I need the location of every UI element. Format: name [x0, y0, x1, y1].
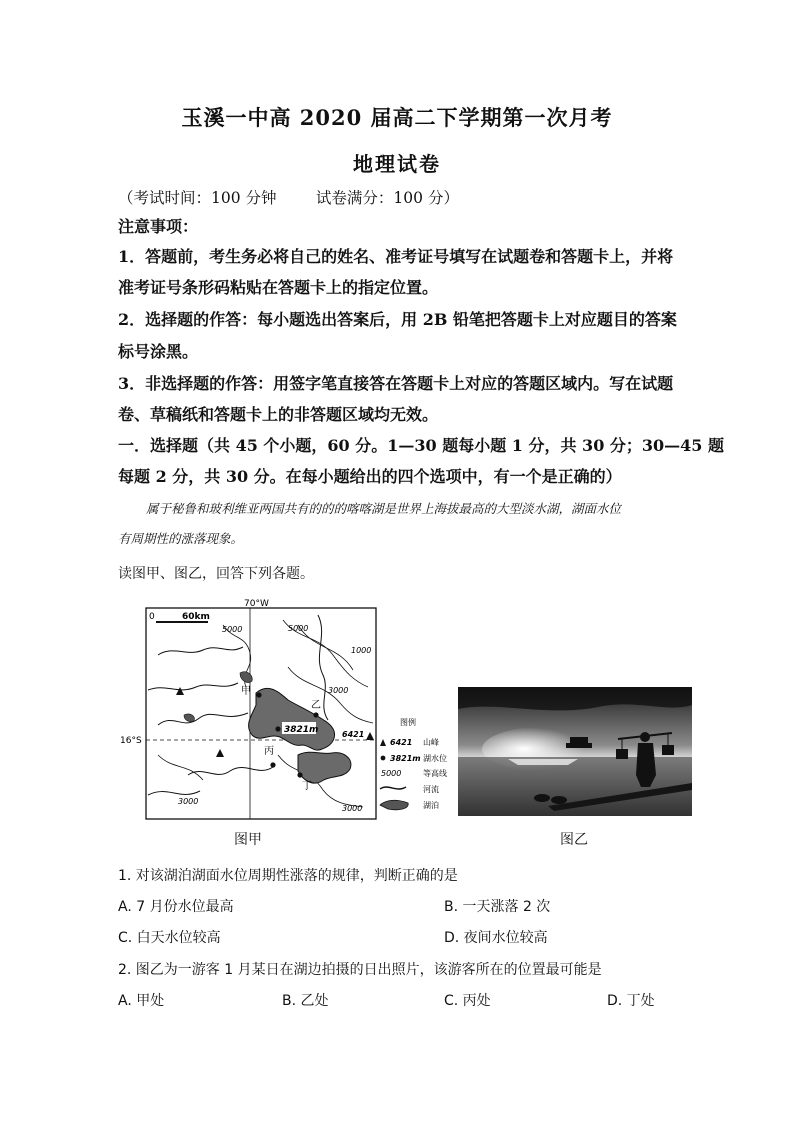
- latitude-label: 16°S: [120, 736, 142, 746]
- contour-label: 3000: [328, 686, 349, 695]
- place-bing-point: [270, 762, 275, 767]
- question-2-stem: 2. 图乙为一游客 1 月某日在湖边拍摄的日出照片，该游客所在的位置最可能是: [118, 962, 602, 978]
- legend-lake-icon: [380, 800, 408, 810]
- exam-title: 玉溪一中高 2020 届高二下学期第一次月考: [181, 105, 613, 130]
- legend-lake-level-label: 湖水位: [423, 754, 447, 763]
- longitude-label: 70°W: [244, 599, 269, 609]
- note-1-line-2: 准考证号条形码粘贴在答题卡上的指定位置。: [118, 278, 439, 297]
- legend-lake-label: 湖泊: [423, 801, 439, 810]
- question-1-stem: 1. 对该湖泊湖面水位周期性涨落的规律，判断正确的是: [118, 868, 458, 884]
- figure-a-caption: 图甲: [234, 832, 262, 848]
- figure-a-map: [118, 595, 458, 827]
- figure-b-photo: [458, 687, 692, 816]
- question-2-option-a[interactable]: A. 甲处: [118, 993, 165, 1009]
- legend-lake-level-icon: [381, 756, 386, 761]
- place-bing-label: 丙: [264, 746, 274, 757]
- section-heading-line-1: 一．选择题（共 45 个小题，60 分。1—30 题每小题 1 分，共 30 分；30—45 题: [118, 436, 724, 455]
- note-3-line-2: 卷、草稿纸和答题卡上的非答题区域均无效。: [118, 405, 439, 424]
- lake-level-label: 3821m: [284, 725, 319, 735]
- place-jia-label: 甲: [241, 686, 251, 697]
- place-yi-point: [313, 712, 318, 717]
- question-2-option-d[interactable]: D. 丁处: [607, 993, 655, 1009]
- place-ding-point: [297, 772, 302, 777]
- passage-line-1: 属于秘鲁和玻利维亚两国共有的的的喀喀湖是世界上海拔最高的大型淡水湖，湖面水位: [146, 501, 622, 516]
- legend-contour-label: 等高线: [423, 769, 447, 778]
- section-heading-line-2: 每题 2 分，共 30 分。在每小题给出的四个选项中，有一个是正确的）: [118, 467, 622, 486]
- question-1-option-d[interactable]: D. 夜间水位较高: [444, 930, 548, 946]
- legend-title: 图例: [400, 718, 416, 727]
- note-2-line-2: 标号涂黑。: [118, 342, 199, 361]
- legend-river-icon: [380, 787, 406, 789]
- question-1-option-c[interactable]: C. 白天水位较高: [118, 930, 221, 946]
- question-2-option-c[interactable]: C. 丙处: [444, 993, 491, 1009]
- note-1-line-1: 1．答题前，考生务必将自己的姓名、准考证号填写在试题卷和答题卡上，并将: [118, 247, 674, 266]
- exam-subject: 地理试卷: [353, 152, 441, 176]
- note-3-line-1: 3．非选择题的作答：用签字笔直接答在答题卡上对应的答题区域内。写在试题: [118, 374, 674, 393]
- reading-instruction: 读图甲、图乙，回答下列各题。: [118, 566, 314, 582]
- peak-height-label: 6421: [342, 730, 365, 739]
- legend-contour-value: 5000: [381, 769, 402, 778]
- contour-label: 3000: [178, 797, 199, 806]
- place-jia-point: [256, 692, 261, 697]
- scale-label: 60km: [182, 612, 210, 622]
- contour-label: 1000: [351, 646, 372, 655]
- scale-zero: 0: [149, 612, 155, 622]
- question-1-option-b[interactable]: B. 一天涨落 2 次: [444, 899, 551, 915]
- place-ding-label: 丁: [302, 781, 312, 792]
- exam-info: （考试时间：100 分钟 试卷满分：100 分）: [118, 189, 459, 207]
- legend-lake-level-value: 3821m: [390, 754, 421, 763]
- legend-peak-label: 山峰: [423, 738, 439, 747]
- passage-line-2: 有周期性的涨落现象。: [118, 531, 244, 546]
- legend-peak-value: 6421: [390, 738, 413, 747]
- contour-label: 3000: [342, 804, 363, 813]
- photo-sun-reflection: [508, 759, 578, 765]
- contour-label: 5000: [222, 625, 243, 634]
- question-1-option-a[interactable]: A. 7 月份水位最高: [118, 899, 234, 915]
- notes-heading: 注意事项：: [118, 217, 199, 236]
- place-yi-label: 乙: [311, 700, 321, 711]
- figure-b-caption: 图乙: [560, 832, 588, 848]
- question-2-option-b[interactable]: B. 乙处: [282, 993, 329, 1009]
- legend-peak-icon: [380, 739, 386, 746]
- note-2-line-1: 2．选择题的作答：每小题选出答案后，用 2B 铅笔把答题卡上对应题目的答案: [118, 310, 677, 329]
- contour-label: 5000: [288, 624, 309, 633]
- lake-level-point: [275, 726, 280, 731]
- legend-river-label: 河流: [423, 785, 439, 794]
